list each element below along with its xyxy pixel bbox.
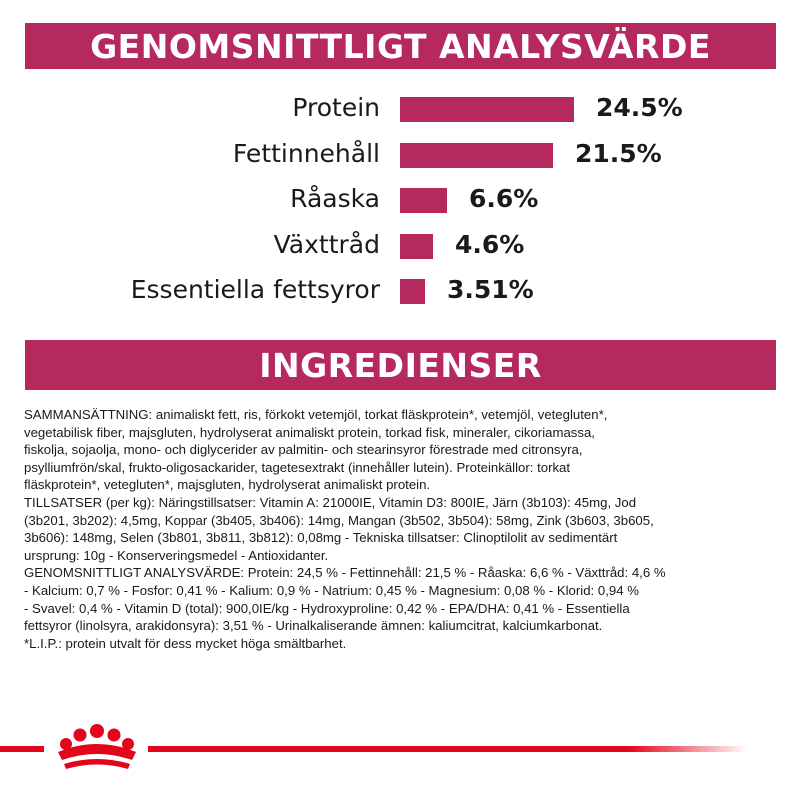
nutrient-value: 6.6% <box>469 184 539 213</box>
nutrient-bar <box>400 97 574 122</box>
nutrient-bar <box>400 279 425 304</box>
nutrient-label: Essentiella fettsyror <box>130 275 380 304</box>
nutrient-row <box>0 179 788 219</box>
nutrient-row <box>0 88 788 128</box>
ingredients-heading: INGREDIENSER <box>259 345 542 385</box>
nutrient-label: Växttråd <box>273 229 380 259</box>
nutrient-row <box>0 270 788 310</box>
nutrient-label: Protein <box>292 93 380 122</box>
ingredients-heading-banner <box>25 340 776 390</box>
nutrient-bar <box>400 143 553 168</box>
ingredients-text: SAMMANSÄTTNING: animaliskt fett, ris, förkokt vetemjöl, torkat fläskprotein*, vetemjöl, vetegluten*, vegetabilisk fiber, majsgluten, hydrolyserat animaliskt protein, torkad fisk, mineraler, cikoriamassa, fiskolja, sojaolja, mono- och diglycerider av palmitin- och stearinsyror förestrade med citronsyra, psylliumfrön/skal, frukto-oligosackarider, tagetesextrakt (innehåller lutein). Proteinkällor: torkat fläskprotein*, vetegluten*, majsgluten, hydrolyserat animaliskt protein. TILLSATSER (per kg): Näringstillsatser: Vitamin A: 21000IE, Vitamin D3: 800IE, Järn (3b103): 45mg, Jod (3b201, 3b202): 4,5mg, Koppar (3b405, 3b406): 14mg, Mangan (3b502, 3b504): 58mg, Zink (3b603, 3b605, 3b606): 148mg, Selen (3b801, 3b811, 3b812): 0,08mg - Tekniska tillsatser: Clinoptilolit av sedimentärt ursprung: 10g - Konserveringsmedel - Antioxidanter. GENOMSNITTLIGT ANALYSVÄRDE: Protein: 24,5 % - Fettinnehåll: 21,5 % - Råaska: 6,6 % - Växttråd: 4,6 % - Kalcium: 0,7 % - Fosfor: 0,41 % - Kalium: 0,9 % - Natrium: 0,45 % - Magnesium: 0,08 % - Klorid: 0,94 % - Svavel: 0,4 % - Vitamin D (total): 900,0IE/kg - Hydroxyproline: 0,42 % - EPA/DHA: 0,41 % - Essentiella fettsyror (linolsyra, arakidonsyra): 3,51 % - Urinalkaliserande ämnen: kaliumcitrat, kalciumkarbonat. *L.I.P.: protein utvalt för dess mycket höga smältbarhet. <box>24 407 666 651</box>
nutrient-label: Fettinnehåll <box>232 138 380 168</box>
nutrient-bar <box>400 234 433 259</box>
royal-canin-crown-icon <box>50 722 144 776</box>
nutrient-value: 3.51% <box>447 275 534 304</box>
footer-line-right <box>148 746 748 752</box>
analysis-heading: GENOMSNITTLIGT ANALYSVÄRDE <box>90 26 711 66</box>
nutrient-value: 21.5% <box>575 138 662 168</box>
nutrient-value: 4.6% <box>455 229 525 259</box>
nutrient-value: 24.5% <box>596 93 683 122</box>
analysis-heading-banner <box>25 23 776 69</box>
nutrient-label: Råaska <box>290 184 380 213</box>
nutrient-bar <box>400 188 447 213</box>
nutrient-row <box>0 134 788 174</box>
footer-line-left <box>0 746 44 752</box>
nutrient-row <box>0 225 788 265</box>
